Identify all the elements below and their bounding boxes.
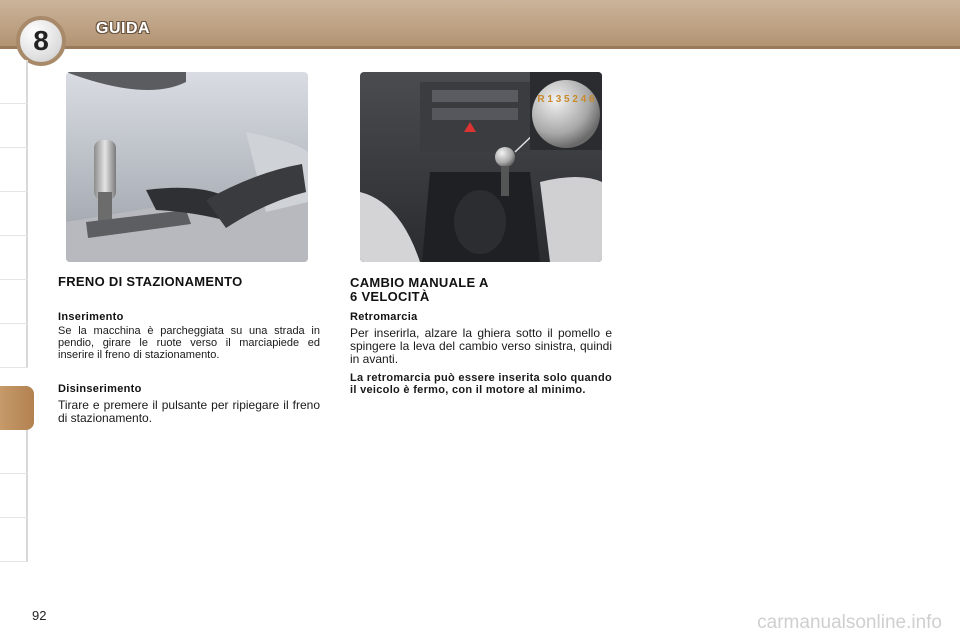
chapter-tab[interactable] (0, 104, 28, 148)
chapter-tab[interactable] (0, 60, 28, 104)
chapter-tab[interactable] (0, 280, 28, 324)
reverse-text: Per inserirla, alzare la ghiera sotto il pomello e spingere la leva del cambio verso sinistra, quindi in avanti. (350, 326, 612, 366)
page-number: 92 (32, 608, 47, 623)
release-text: Tirare e premere il pulsante per ripiegare il freno di stazionamento. (58, 398, 320, 425)
engage-heading: Inserimento (58, 311, 124, 323)
chapter-tab[interactable] (0, 324, 28, 368)
parking-brake-title: FRENO DI STAZIONAMENTO (58, 274, 243, 289)
reverse-note: La retromarcia può essere inserita solo quando il veicolo è fermo, con il motore al minimo. (350, 372, 612, 396)
parking-brake-photo (66, 72, 308, 262)
chapter-tab[interactable] (0, 192, 28, 236)
chapter-tab[interactable] (0, 236, 28, 280)
chapter-number: 8 (33, 25, 49, 56)
watermark: carmanualsonline.info (757, 612, 942, 633)
gear-pattern-label: R 1 3 5 2 4 6 (537, 94, 595, 105)
gearbox-title-line2: 6 VELOCITÀ (350, 289, 430, 304)
chapter-title: GUIDA (96, 20, 151, 37)
engage-text: Se la macchina è parcheggiata su una strada in pendio, girare le ruote verso il marciapiede ed inserire il freno di stazionamento. (58, 325, 320, 361)
release-heading: Disinserimento (58, 383, 142, 395)
chapter-tab-active[interactable] (0, 386, 34, 430)
gearbox-title-line1: CAMBIO MANUALE A (350, 275, 489, 290)
reverse-heading: Retromarcia (350, 311, 418, 323)
chapter-badge (16, 16, 66, 66)
chapter-tab[interactable] (0, 518, 28, 562)
chapter-tab[interactable] (0, 430, 28, 474)
chapter-tab[interactable] (0, 474, 28, 518)
gearbox-photo (360, 72, 602, 262)
chapter-tab[interactable] (0, 148, 28, 192)
chapter-tab-strip (0, 60, 34, 580)
